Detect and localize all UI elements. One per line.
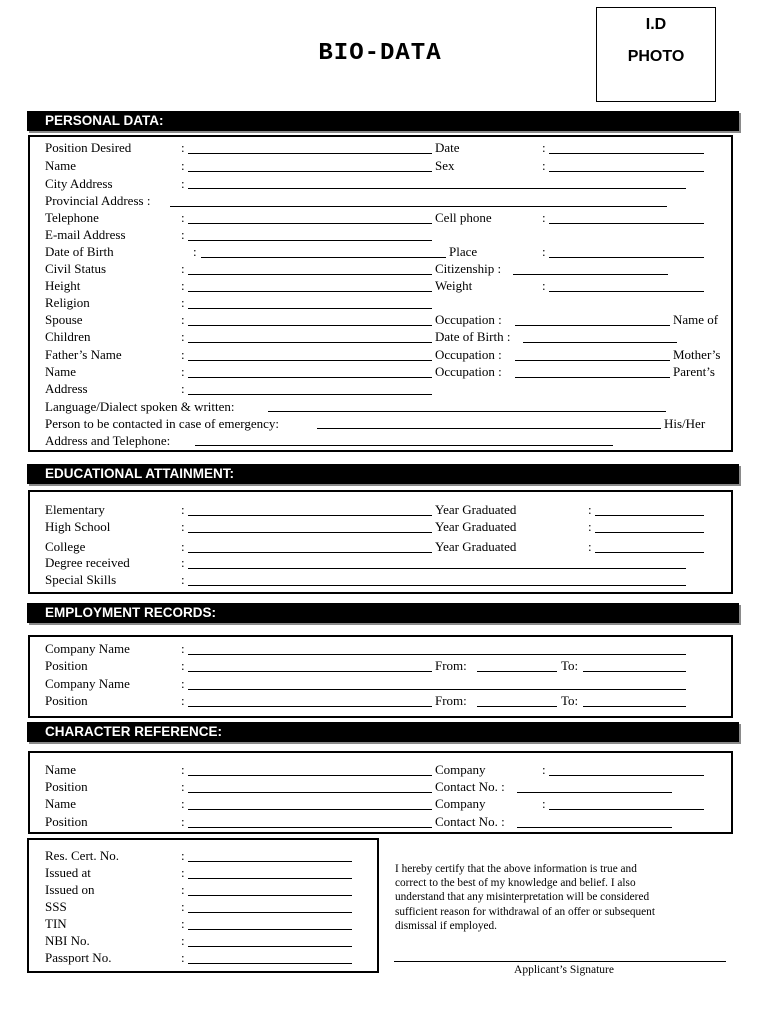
label-company-name: Company Name: [45, 641, 130, 656]
ref-contact-field-2[interactable]: [517, 827, 672, 828]
position-field-1[interactable]: [188, 671, 432, 672]
high-school-field[interactable]: [188, 532, 432, 533]
label-sss: SSS: [45, 899, 67, 914]
label-issued-at: Issued at: [45, 865, 91, 880]
signature-label: Applicant’s Signature: [514, 964, 614, 976]
label-spouse: Spouse: [45, 312, 83, 327]
company-name-field-2[interactable]: [188, 689, 686, 690]
label-degree-received: Degree received: [45, 555, 130, 570]
city-address-field[interactable]: [188, 188, 686, 189]
label-parents-address: Address: [45, 381, 88, 396]
telephone-field[interactable]: [188, 223, 432, 224]
label-father-occupation: Occupation :: [435, 347, 502, 362]
from-field-2[interactable]: [477, 706, 557, 707]
ref-contact-field-1[interactable]: [517, 792, 672, 793]
label-fathers-name: Father’s Name: [45, 347, 122, 362]
label-elementary: Elementary: [45, 502, 105, 517]
father-occupation-field[interactable]: [515, 360, 670, 361]
colon: :: [181, 227, 185, 242]
ref-position-field-2[interactable]: [188, 827, 432, 828]
label-passport-no: Passport No.: [45, 950, 112, 965]
ref-name-field-2[interactable]: [188, 809, 432, 810]
college-year-field[interactable]: [595, 552, 704, 553]
spouse-field[interactable]: [188, 325, 432, 326]
label-year-graduated: Year Graduated: [435, 519, 517, 534]
label-city-address: City Address: [45, 176, 113, 191]
colon: :: [542, 762, 546, 777]
citizenship-field[interactable]: [513, 274, 668, 275]
colon: :: [181, 916, 185, 931]
page-title: BIO-DATA: [318, 40, 442, 67]
label-mothers: Mother’s: [673, 347, 721, 362]
label-language: Language/Dialect spoken & written:: [45, 399, 235, 414]
label-date-of-birth: Date of Birth: [45, 244, 114, 259]
ref-position-field-1[interactable]: [188, 792, 432, 793]
colon: :: [542, 796, 546, 811]
label-year-graduated: Year Graduated: [435, 539, 517, 554]
colon: :: [542, 158, 546, 173]
colon: :: [181, 502, 185, 517]
colon: :: [181, 865, 185, 880]
elementary-field[interactable]: [188, 515, 432, 516]
colon: :: [588, 519, 592, 534]
colon: :: [181, 158, 185, 173]
label-children-date-of-birth: Date of Birth :: [435, 329, 511, 344]
label-email: E-mail Address: [45, 227, 126, 242]
label-place: Place: [449, 244, 478, 259]
colon: :: [181, 693, 185, 708]
parents-address-field[interactable]: [188, 394, 432, 395]
photo-label-photo: PHOTO: [627, 48, 685, 65]
date-of-birth-field[interactable]: [201, 257, 446, 258]
colon: :: [588, 502, 592, 517]
colon: :: [588, 539, 592, 554]
photo-label-id: I.D: [645, 16, 667, 33]
cell-phone-field[interactable]: [549, 223, 704, 224]
place-field[interactable]: [549, 257, 704, 258]
colon: :: [181, 572, 185, 587]
date-field[interactable]: [549, 153, 704, 154]
religion-field[interactable]: [188, 308, 432, 309]
weight-field[interactable]: [549, 291, 704, 292]
section-header-educational-attainment: EDUCATIONAL ATTAINMENT:: [27, 464, 739, 484]
label-name-of: Name of: [673, 312, 719, 327]
nbi-no-field[interactable]: [188, 946, 352, 947]
position-desired-field[interactable]: [188, 153, 432, 154]
id-photo-box: [596, 7, 716, 102]
label-ref-position: Position: [45, 814, 88, 829]
label-telephone: Telephone: [45, 210, 99, 225]
colon: :: [542, 140, 546, 155]
label-height: Height: [45, 278, 81, 293]
colon: :: [181, 312, 185, 327]
colon: :: [181, 933, 185, 948]
to-field-2[interactable]: [583, 706, 686, 707]
sss-field[interactable]: [188, 912, 352, 913]
label-position-desired: Position Desired: [45, 140, 132, 155]
language-field[interactable]: [268, 411, 666, 412]
label-from: From:: [435, 693, 467, 708]
label-mother-occupation: Occupation :: [435, 364, 502, 379]
label-high-school: High School: [45, 519, 111, 534]
colon: :: [181, 762, 185, 777]
passport-no-field[interactable]: [188, 963, 352, 964]
colon: :: [181, 899, 185, 914]
ref-company-field-1[interactable]: [549, 775, 704, 776]
colon: :: [181, 140, 185, 155]
colon: :: [181, 347, 185, 362]
label-cell-phone: Cell phone: [435, 210, 492, 225]
from-field-1[interactable]: [477, 671, 557, 672]
colon: :: [181, 796, 185, 811]
spouse-occupation-field[interactable]: [515, 325, 670, 326]
colon: :: [181, 658, 185, 673]
colon: :: [181, 555, 185, 570]
high-school-year-field[interactable]: [595, 532, 704, 533]
colon: :: [181, 295, 185, 310]
label-provincial-address: Provincial Address :: [45, 193, 151, 208]
colon: :: [181, 210, 185, 225]
college-field[interactable]: [188, 552, 432, 553]
label-children: Children: [45, 329, 91, 344]
section-header-employment-records: EMPLOYMENT RECORDS:: [27, 603, 739, 623]
label-ref-name: Name: [45, 796, 77, 811]
civil-status-field[interactable]: [188, 274, 432, 275]
label-ref-name: Name: [45, 762, 77, 777]
label-ref-contact: Contact No. :: [435, 779, 505, 794]
to-field-1[interactable]: [583, 671, 686, 672]
label-college: College: [45, 539, 86, 554]
ref-name-field-1[interactable]: [188, 775, 432, 776]
provincial-address-field[interactable]: [170, 206, 667, 207]
label-from: From:: [435, 658, 467, 673]
certification-statement: I hereby certify that the above information is true and correct to the best of my knowledge and belief. I also understand that any misinterpretation will be considered sufficient reason for withdrawal of an offer or subsequent dismissal if employed.: [395, 863, 655, 932]
section-header-character-reference: CHARACTER REFERENCE:: [27, 722, 739, 742]
label-mother-name: Name: [45, 364, 77, 379]
emergency-contact-field[interactable]: [317, 428, 661, 429]
label-special-skills: Special Skills: [45, 572, 117, 587]
label-parents: Parent’s: [673, 364, 715, 379]
label-religion: Religion: [45, 295, 90, 310]
address-telephone-field[interactable]: [195, 445, 613, 446]
label-ref-company: Company: [435, 796, 486, 811]
fathers-name-field[interactable]: [188, 360, 432, 361]
issued-at-field[interactable]: [188, 878, 352, 879]
colon: :: [193, 244, 197, 259]
colon: :: [181, 779, 185, 794]
label-sex: Sex: [435, 158, 455, 173]
height-field[interactable]: [188, 291, 432, 292]
signature-line[interactable]: [394, 961, 726, 962]
colon: :: [181, 176, 185, 191]
colon: :: [181, 381, 185, 396]
colon: :: [181, 814, 185, 829]
label-year-graduated: Year Graduated: [435, 502, 517, 517]
label-position: Position: [45, 658, 88, 673]
elementary-year-field[interactable]: [595, 515, 704, 516]
colon: :: [181, 848, 185, 863]
label-res-cert-no: Res. Cert. No.: [45, 848, 120, 863]
colon: :: [181, 539, 185, 554]
label-nbi-no: NBI No.: [45, 933, 90, 948]
colon: :: [542, 244, 546, 259]
label-to: To:: [561, 658, 579, 673]
colon: :: [181, 519, 185, 534]
section-header-personal-data: PERSONAL DATA:: [27, 111, 739, 131]
colon: :: [181, 882, 185, 897]
colon: :: [542, 210, 546, 225]
colon: :: [181, 278, 185, 293]
label-his-her: His/Her: [664, 416, 706, 431]
label-name: Name: [45, 158, 77, 173]
sex-field[interactable]: [549, 171, 704, 172]
company-name-field-1[interactable]: [188, 654, 686, 655]
label-to: To:: [561, 693, 579, 708]
email-field[interactable]: [188, 240, 432, 241]
tin-field[interactable]: [188, 929, 352, 930]
colon: :: [181, 364, 185, 379]
label-address-telephone: Address and Telephone:: [45, 433, 171, 448]
res-cert-no-field[interactable]: [188, 861, 352, 862]
label-tin: TIN: [45, 916, 67, 931]
label-ref-position: Position: [45, 779, 88, 794]
issued-on-field[interactable]: [188, 895, 352, 896]
label-citizenship: Citizenship :: [435, 261, 502, 276]
ref-company-field-2[interactable]: [549, 809, 704, 810]
children-date-of-birth-field[interactable]: [523, 342, 677, 343]
label-spouse-occupation: Occupation :: [435, 312, 502, 327]
colon: :: [542, 278, 546, 293]
colon: :: [181, 261, 185, 276]
colon: :: [181, 641, 185, 656]
name-field[interactable]: [188, 171, 432, 172]
position-field-2[interactable]: [188, 706, 432, 707]
label-civil-status: Civil Status: [45, 261, 107, 276]
label-issued-on: Issued on: [45, 882, 95, 897]
label-company-name: Company Name: [45, 676, 130, 691]
colon: :: [181, 676, 185, 691]
degree-received-field[interactable]: [188, 568, 686, 569]
label-date: Date: [435, 140, 460, 155]
special-skills-field[interactable]: [188, 585, 686, 586]
mother-occupation-field[interactable]: [515, 377, 670, 378]
colon: :: [181, 950, 185, 965]
label-position: Position: [45, 693, 88, 708]
label-emergency-contact: Person to be contacted in case of emergency:: [45, 416, 280, 431]
education-box: [28, 490, 733, 594]
label-ref-contact: Contact No. :: [435, 814, 505, 829]
colon: :: [181, 329, 185, 344]
children-field[interactable]: [188, 342, 432, 343]
label-ref-company: Company: [435, 762, 486, 777]
mothers-name-field[interactable]: [188, 377, 432, 378]
label-weight: Weight: [435, 278, 473, 293]
